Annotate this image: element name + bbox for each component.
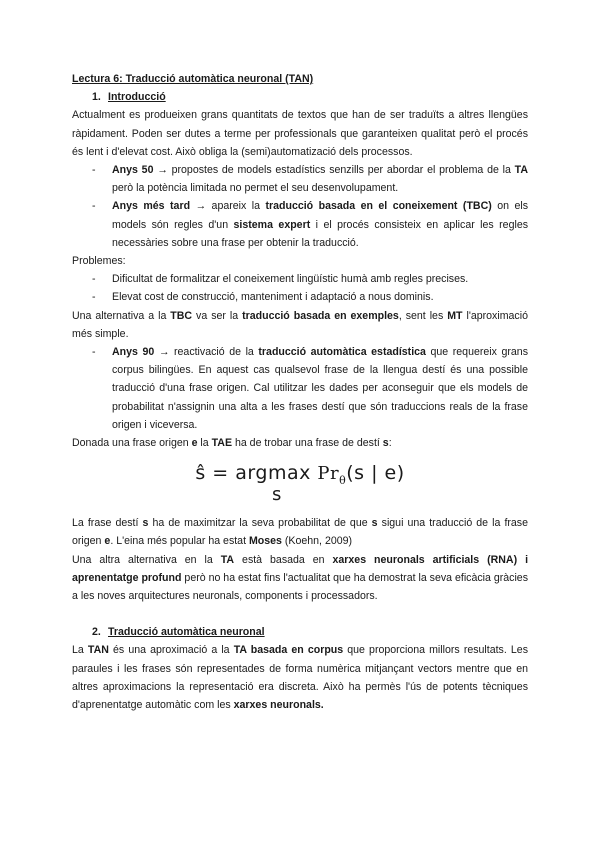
argmax-formula xyxy=(72,456,528,510)
problems-list xyxy=(72,270,528,306)
intro-paragraph: Actualment es produeixen grans quantitats de textos que han de ser traduïts a altres llengües ràpidament. Poden ser dutes a terme per professionals que garanteixen qualitat però el procés és lent i d'elevat cost. Això obliga la (semi)automatizació dels processos. xyxy=(72,109,528,158)
section-heading-1 xyxy=(92,88,528,106)
list-item: - Dificultat de formalitzar el coneixement lingüístic humà amb regles precises. xyxy=(92,270,528,288)
neural-alternative-paragraph: Una altra alternativa en la TA està basada en xarxes neuronals artificials (RNA) i aprenentatge profund però no ha estat fins l'actualitat que ha demostrat la seva eficàcia gràcies a les noves arquitectures neuronals, components i processadors. xyxy=(72,553,529,603)
section-heading-2 xyxy=(92,623,528,641)
section-label: Introducció xyxy=(108,91,166,104)
formula-main: ŝ = argmax $Pr_\theta(s$ | e) xyxy=(195,462,405,488)
problems-label: Problemes: xyxy=(72,255,126,268)
given-sentence-paragraph: Donada una frase origen e la TAE ha de trobar una frase de destí s: xyxy=(72,437,392,450)
list-item: - Elevat cost de construcció, manteniment i adaptació a nous dominis. xyxy=(92,288,528,306)
statistical-list xyxy=(72,343,528,434)
document-page xyxy=(72,70,528,714)
list-item: - Anys 90 → reactivació de la traducció automàtica estadística que requereix grans corpus bilingües. En aquest cas qualsevol frase de la llengua destí és una possible traducció d'una frase origen. Cal utilitzar les dades per aconseguir que els models de probabilitat n'assignin una alta a les frases destí que són traduccions reals de la frase origen i viceversa. xyxy=(92,343,528,434)
list-item: - Anys més tard → apareix la traducció basada en el coneixement (TBC) on els models són regles d'un sistema expert i el procés consisteix en aplicar les regles necessàries sobre una frase per obtenir la traducció. xyxy=(92,197,528,252)
list-item: - Anys 50 → propostes de models estadístics senzills per abordar el problema de la TA però la potència limitada no permet el seu desenvolupament. xyxy=(92,161,528,197)
formula-subscript: s xyxy=(272,484,282,506)
section-number: 2. xyxy=(92,626,101,639)
target-sentence-paragraph: La frase destí s ha de maximitzar la seva probabilitat de que s sigui una traducció de la frase origen e. L'eina més popular ha estat Moses (Koehn, 2009) xyxy=(72,517,528,548)
section-number: 1. xyxy=(92,91,101,104)
tan-paragraph: La TAN és una aproximació a la TA basada en corpus que proporciona millors resultats. Les paraules i les frases són representades de forma numèrica mitjançant vectors mentre que en altres aproximacions la representació era discreta. Això ha permès l'ús de potents tècniques d'aprenentatge automàtic com les xarxes neuronals. xyxy=(72,644,528,712)
document-title: Lectura 6: Traducció automàtica neuronal (TAN) xyxy=(72,73,314,85)
history-list xyxy=(72,161,528,252)
alternative-paragraph: Una alternativa a la TBC va ser la traducció basada en exemples, sent les MT l'aproximació més simple. xyxy=(72,309,528,340)
section-label: Traducció automàtica neuronal xyxy=(108,626,265,639)
